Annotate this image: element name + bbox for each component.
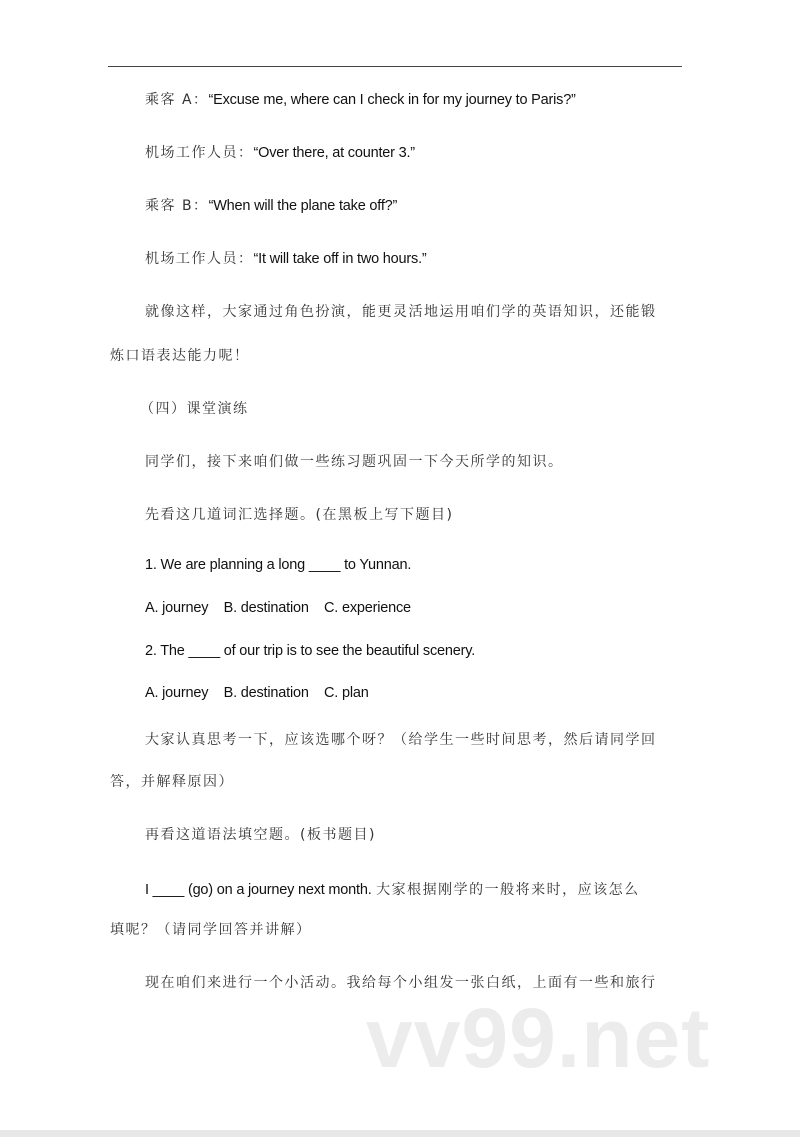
option: C. experience bbox=[324, 600, 411, 616]
question-stem: 2. The ____ of our trip is to see the beautiful scenery. bbox=[145, 643, 476, 659]
dialogue-line bbox=[145, 196, 397, 216]
utterance: “When will the plane take off?” bbox=[208, 198, 398, 214]
grammar-instruction: 大家根据刚学的一般将来时，应该怎么 bbox=[376, 882, 640, 898]
paragraph-roleplay-line2: 炼口语表达能力呢！ bbox=[110, 348, 250, 364]
grammar-item-line1 bbox=[145, 880, 640, 900]
utterance: “Excuse me, where can I check in for my journey to Paris?” bbox=[208, 92, 576, 108]
paragraph-intro: 同学们，接下来咱们做一些练习题巩固一下今天所学的知识。 bbox=[145, 454, 564, 470]
option: A. journey bbox=[145, 685, 209, 701]
speaker: 机场工作人员： bbox=[145, 145, 254, 161]
utterance: “Over there, at counter 3.” bbox=[253, 145, 415, 161]
section-heading: （四）课堂演练 bbox=[140, 401, 249, 417]
question-stem: 1. We are planning a long ____ to Yunnan. bbox=[145, 557, 412, 573]
paragraph-think-line1: 大家认真思考一下，应该选哪个呀？（给学生一些时间思考，然后请同学回 bbox=[145, 732, 657, 748]
dialogue-line bbox=[145, 143, 415, 163]
speaker: 机场工作人员： bbox=[145, 251, 254, 267]
paragraph-grammar: 再看这道语法填空题。(板书题目) bbox=[145, 827, 376, 843]
paragraph-vocab: 先看这几道词汇选择题。(在黑板上写下题目) bbox=[145, 507, 454, 523]
header-rule bbox=[108, 66, 682, 67]
speaker: 乘客 A： bbox=[145, 92, 209, 108]
utterance: “It will take off in two hours.” bbox=[253, 251, 427, 267]
option: A. journey bbox=[145, 600, 209, 616]
speaker: 乘客 B： bbox=[145, 198, 209, 214]
grammar-sentence: I ____ (go) on a journey next month. bbox=[145, 882, 372, 898]
dialogue-line bbox=[145, 249, 427, 269]
option: B. destination bbox=[223, 600, 309, 616]
paragraph-activity: 现在咱们来进行一个小活动。我给每个小组发一张白纸，上面有一些和旅行 bbox=[145, 975, 657, 991]
paragraph-roleplay-line1: 就像这样，大家通过角色扮演，能更灵活地运用咱们学的英语知识，还能锻 bbox=[145, 304, 657, 320]
page-bottom-edge bbox=[0, 1130, 800, 1137]
option: C. plan bbox=[324, 685, 369, 701]
option: B. destination bbox=[223, 685, 309, 701]
question-options bbox=[145, 683, 369, 703]
dialogue-line bbox=[145, 90, 576, 110]
question-options bbox=[145, 598, 411, 618]
grammar-item-line2: 填呢？（请同学回答并讲解） bbox=[110, 922, 312, 938]
watermark: vv99.net bbox=[366, 991, 711, 1085]
paragraph-think-line2: 答，并解释原因） bbox=[110, 774, 234, 790]
